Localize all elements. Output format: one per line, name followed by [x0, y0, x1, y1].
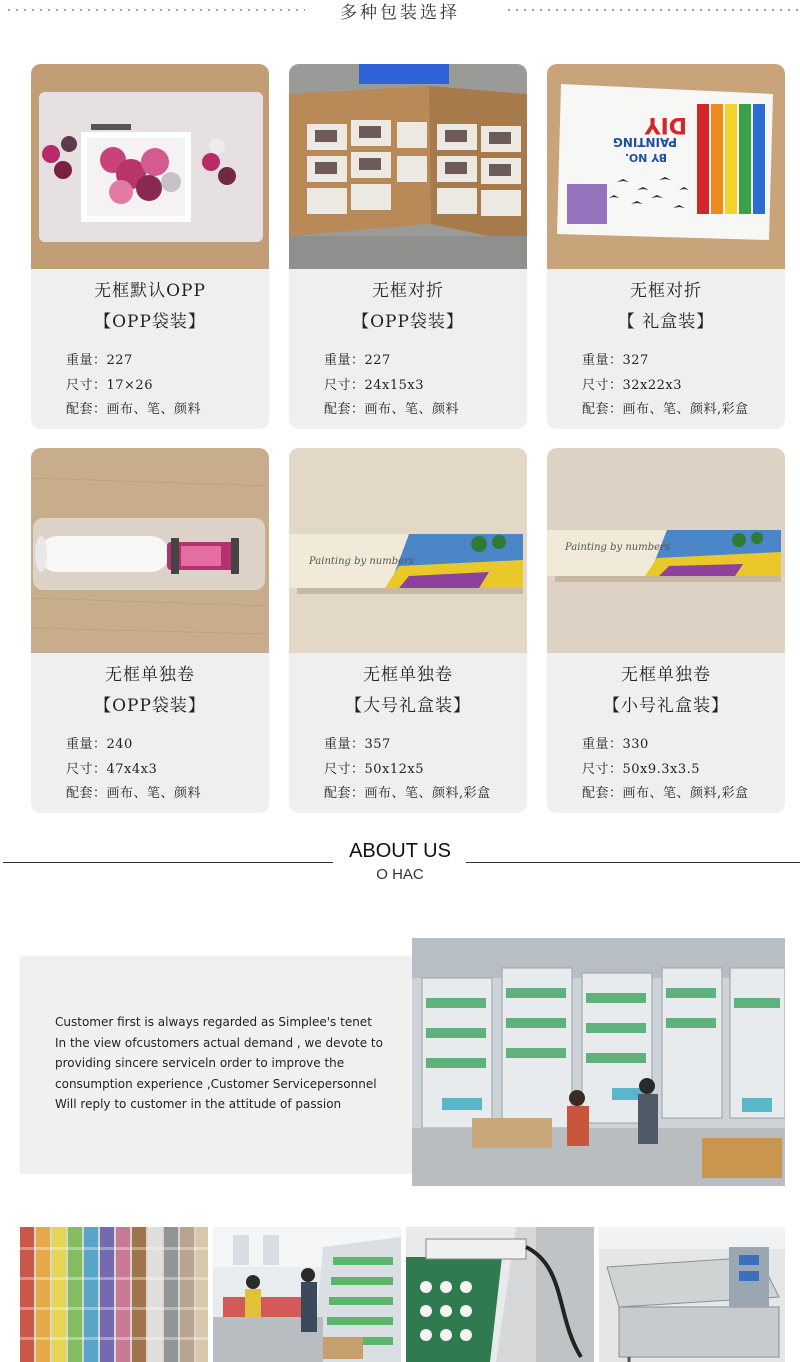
- product-weight: 重量：227: [66, 353, 133, 368]
- packing-line-photo: [213, 1227, 401, 1362]
- product-name: 无框对折: [630, 281, 702, 301]
- large-tube-box-photo: [289, 448, 527, 653]
- product-accessories: 配套：画布、笔、颜料: [66, 402, 202, 417]
- product-accessories: 配套：画布、笔、颜料,彩盒: [582, 402, 749, 417]
- section-header: [0, 0, 800, 24]
- product-name: 无框单独卷: [621, 665, 711, 685]
- product-card[interactable]: [547, 64, 785, 429]
- product-name: 无框单独卷: [105, 665, 195, 685]
- product-weight: 重量：227: [324, 353, 391, 368]
- box-print-label: Painting by numbers: [565, 542, 670, 553]
- product-size: 尺寸：17×26: [66, 378, 153, 393]
- cutting-machine-photo: [599, 1227, 785, 1362]
- diy-gift-box-photo: [547, 64, 785, 269]
- about-subtitle: O HAC: [376, 866, 424, 883]
- product-name: 无框对折: [372, 281, 444, 301]
- product-size: 尺寸：50x9.3x3.5: [582, 762, 701, 777]
- product-size: 尺寸：24x15x3: [324, 378, 425, 393]
- box-print-by-no: BY NO.: [624, 151, 667, 164]
- product-size: 尺寸：50x12x5: [324, 762, 425, 777]
- product-card[interactable]: [547, 448, 785, 813]
- cardboard-box-photo: [289, 64, 527, 269]
- product-weight: 重量：357: [324, 737, 391, 752]
- about-description: Customer first is always regarded as Simplee's tenet In the view ofcustomers actual demand , we devote to providing sincere serviceln order to improve the consumption experience ,Customer Servicepersonnel Will reply to customer in the attitude of passion: [55, 1015, 383, 1111]
- box-print-diy: DIY: [644, 112, 687, 137]
- product-card[interactable]: [289, 64, 527, 429]
- product-card[interactable]: [289, 448, 527, 813]
- product-name: 无框默认OPP: [94, 281, 206, 301]
- product-packaging: 【大号礼盒装】: [345, 696, 471, 716]
- product-card[interactable]: [31, 448, 269, 813]
- product-accessories: 配套：画布、笔、颜料: [324, 402, 460, 417]
- product-weight: 重量：327: [582, 353, 649, 368]
- product-card[interactable]: [31, 64, 269, 429]
- product-packaging: 【 礼盒装】: [617, 312, 715, 332]
- product-size: 尺寸：32x22x3: [582, 378, 683, 393]
- about-title: ABOUT US: [349, 840, 451, 862]
- box-print-label: Painting by numbers: [309, 556, 414, 567]
- printing-machine-photo: [406, 1227, 594, 1362]
- opp-bag-package-photo: [31, 64, 269, 269]
- product-packaging: 【OPP袋装】: [352, 312, 464, 332]
- box-print-painting: PAINTING: [612, 135, 677, 149]
- product-weight: 重量：240: [66, 737, 133, 752]
- rolled-canvas-photo: [31, 448, 269, 653]
- product-size: 尺寸：47x4x3: [66, 762, 158, 777]
- product-accessories: 配套：画布、笔、颜料,彩盒: [582, 786, 749, 801]
- product-name: 无框单独卷: [363, 665, 453, 685]
- dotted-divider-right: [505, 6, 800, 14]
- product-packaging: 【小号礼盒装】: [603, 696, 729, 716]
- section-title: 多种包装选择: [340, 3, 460, 23]
- color-swatch-wall-photo: [20, 1227, 208, 1362]
- warehouse-shelves-photo: [412, 938, 785, 1186]
- product-packaging: 【OPP袋装】: [94, 696, 206, 716]
- small-tube-box-photo: [547, 448, 785, 653]
- product-accessories: 配套：画布、笔、颜料: [66, 786, 202, 801]
- product-weight: 重量：330: [582, 737, 649, 752]
- product-packaging: 【OPP袋装】: [94, 312, 206, 332]
- product-accessories: 配套：画布、笔、颜料,彩盒: [324, 786, 491, 801]
